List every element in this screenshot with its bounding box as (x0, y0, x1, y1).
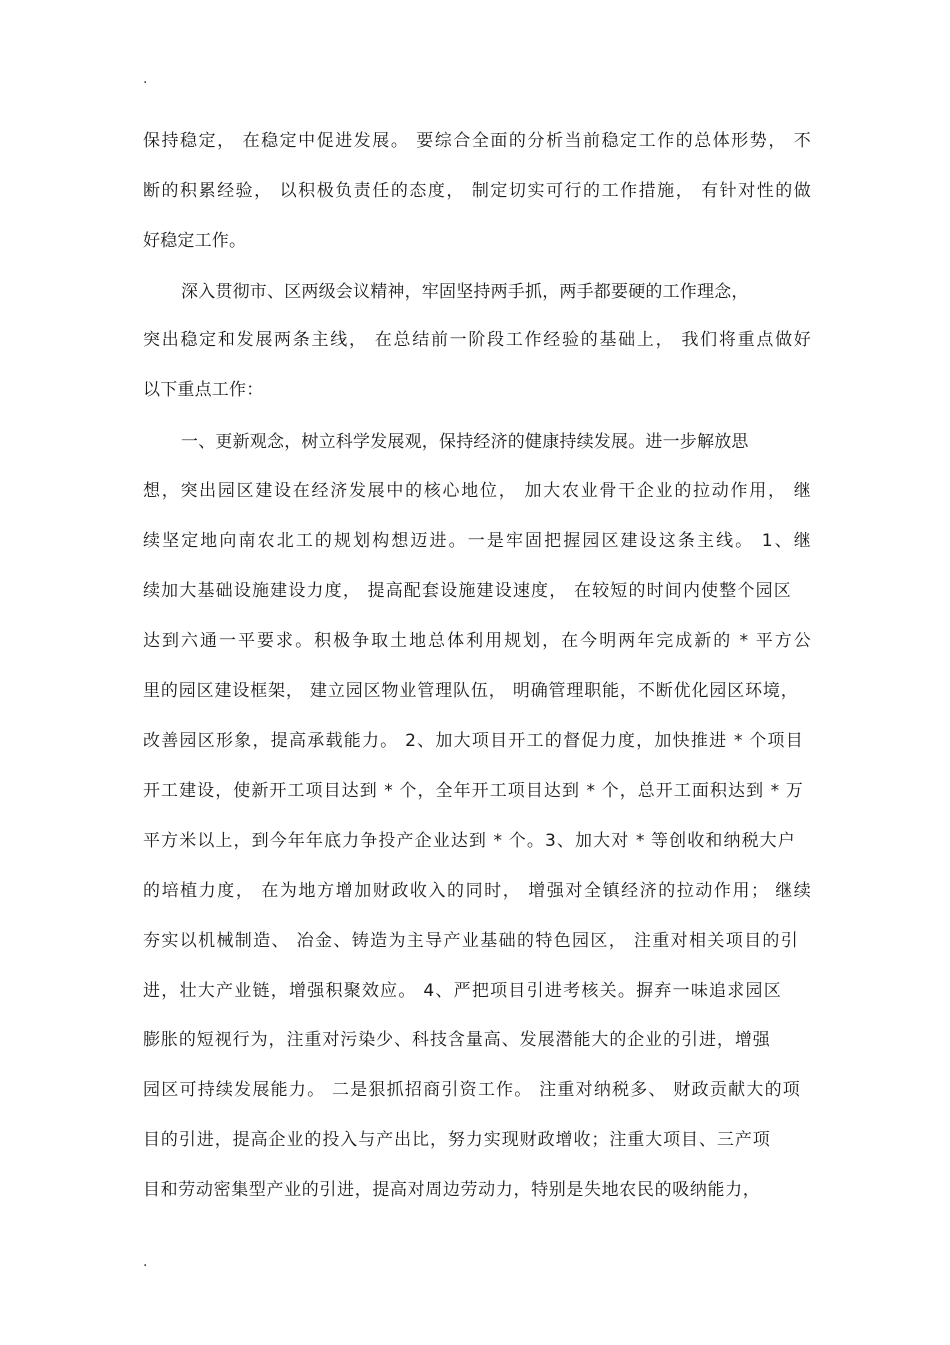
text-line: 断的积累经验， 以积极负责任的态度， 制定切实可行的工作措施， 有针对性的做 (143, 181, 811, 201)
text-line: 进，壮大产业链，增强积聚效应。 4、严把项目引进考核关。摒弃一味追求园区 (143, 981, 781, 1001)
text-line: 改善园区形象，提高承载能力。 2、加大项目开工的督促力度，加快推进 * 个项目 (143, 731, 803, 751)
text-line: 目和劳动密集型产业的引进，提高对周边劳动力，特别是失地农民的吸纳能力， (143, 1180, 760, 1200)
text-line: 保持稳定， 在稳定中促进发展。 要综合全面的分析当前稳定工作的总体形势， 不 (143, 131, 811, 151)
text-line: 园区可持续发展能力。 二是狠抓招商引资工作。 注重对纳税多、 财政贡献大的项 (143, 1080, 800, 1100)
page-mark-top: . (143, 71, 148, 87)
text-line: 夯实以机械制造、 冶金、铸造为主导产业基础的特色园区， 注重对相关项目的引 (143, 931, 798, 951)
text-line: 平方米以上，到今年年底力争投产企业达到 * 个。3、加大对 * 等创收和纳税大户 (143, 831, 795, 851)
text-line: 续坚定地向南农北工的规划构想迈进。一是牢固把握园区建设这条主线。 1、继 (143, 531, 811, 551)
text-line: 续加大基础设施建设力度， 提高配套设施建设速度， 在较短的时间内使整个园区 (143, 581, 791, 601)
text-line: 好稳定工作。 (143, 231, 247, 251)
page-mark-bottom: . (143, 1254, 148, 1270)
text-line: 突出稳定和发展两条主线， 在总结前一阶段工作经验的基础上， 我们将重点做好 (143, 330, 811, 350)
text-line: 达到六通一平要求。积极争取土地总体利用规划，在今明两年完成新的 * 平方公 (143, 631, 811, 651)
text-line: 以下重点工作： (143, 380, 264, 400)
text-line: 目的引进，提高企业的投入与产出比，努力实现财政增收；注重大项目、三产项 (143, 1130, 770, 1150)
text-line: 一、更新观念，树立科学发展观，保持经济的健康持续发展。进一步解放思 (181, 432, 749, 452)
text-line: 膨胀的短视行为，注重对污染少、科技含量高、发展潜能大的企业的引进，增强 (143, 1030, 770, 1050)
text-line: 开工建设，使新开工项目达到 * 个，全年开工项目达到 * 个，总开工面积达到 * 万 (143, 781, 803, 801)
text-line: 想，突出园区建设在经济发展中的核心地位， 加大农业骨干企业的拉动作用， 继 (143, 481, 811, 501)
text-line: 深入贯彻市、区两级会议精神，牢固坚持两手抓，两手都要硬的工作理念， (181, 282, 749, 302)
text-line: 里的园区建设框架， 建立园区物业管理队伍， 明确管理职能，不断优化园区环境， (143, 681, 798, 701)
text-line: 的培植力度， 在为地方增加财政收入的同时， 增强对全镇经济的拉动作用； 继续 (143, 881, 811, 901)
